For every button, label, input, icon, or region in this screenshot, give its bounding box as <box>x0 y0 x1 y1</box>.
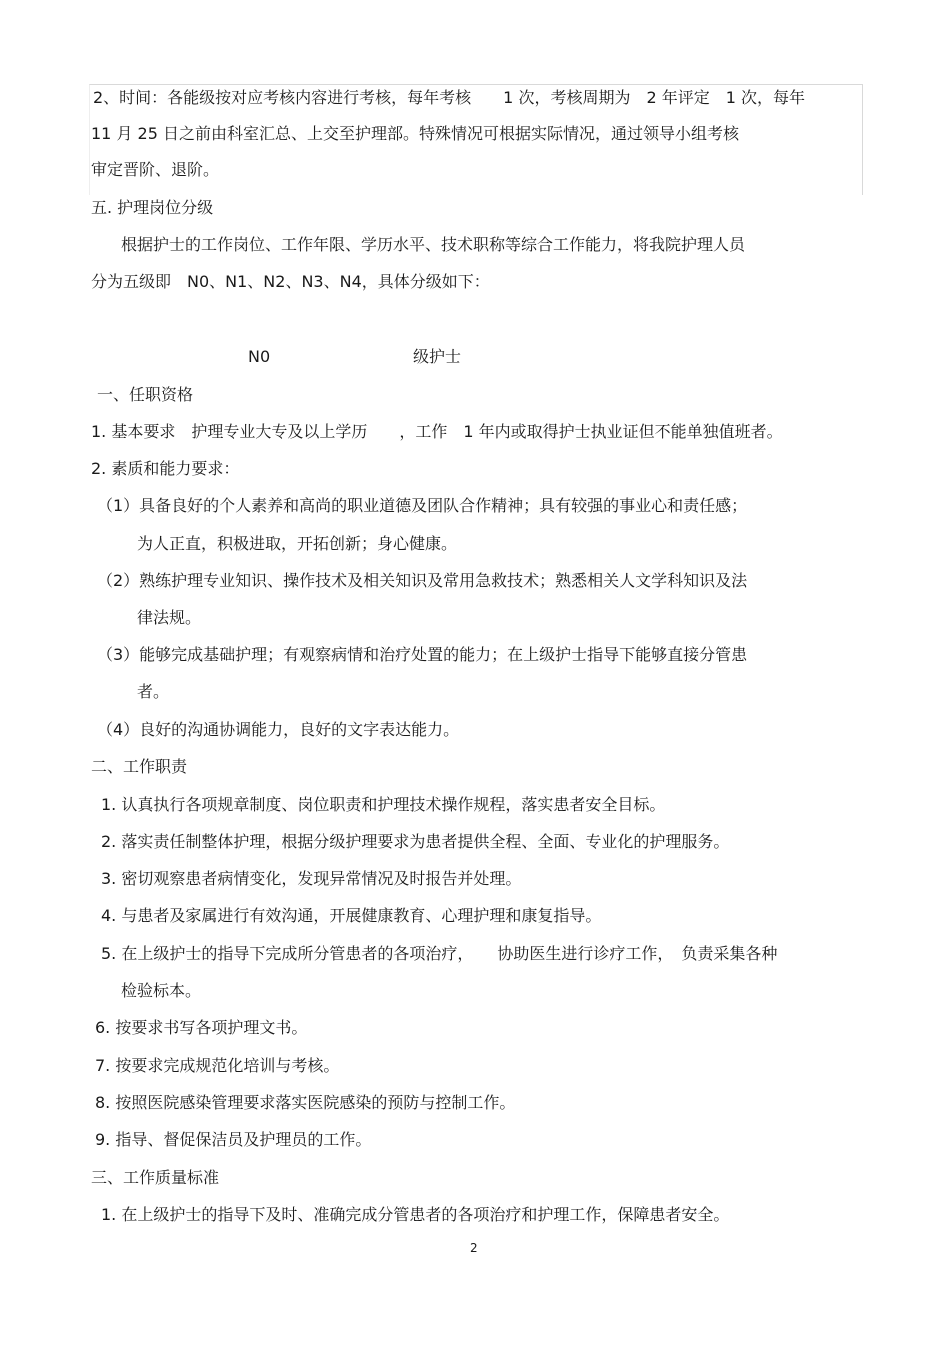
quality-item-2-line-1: （2）熟练护理专业知识、操作技术及相关知识及常用急救技术；熟悉相关人文学科知识及法 <box>97 571 748 590</box>
duty-item-5-line-1: 5. 在上级护士的指导下完成所分管患者的各项治疗， 协助医生进行诊疗工作， 负责采集各种 <box>101 944 778 963</box>
duty-item-4: 4. 与患者及家属进行有效沟通，开展健康教育、心理护理和康复指导。 <box>101 906 602 925</box>
page-number: 2 <box>470 1241 478 1255</box>
grading-paragraph-line-2: 分为五级即 N0、N1、N2、N3、N4，具体分级如下： <box>91 272 490 291</box>
time-line-1: 2、时间：各能级按对应考核内容进行考核，每年考核 1 次，考核周期为 2 年评定 1 次，每年 <box>93 88 805 107</box>
duties-heading: 二、工作职责 <box>91 757 188 776</box>
time-line-2: 11 月 25 日之前由科室汇总、上交至护理部。特殊情况可根据实际情况，通过领导小组考核 <box>91 124 739 143</box>
grading-paragraph-line-1: 根据护士的工作岗位、工作年限、学历水平、技术职称等综合工作能力，将我院护理人员 <box>121 235 746 254</box>
duty-item-1: 1. 认真执行各项规章制度、岗位职责和护理技术操作规程，落实患者安全目标。 <box>101 795 666 814</box>
quality-standard-heading: 三、工作质量标准 <box>91 1168 220 1187</box>
duty-item-6: 6. 按要求书写各项护理文书。 <box>95 1018 308 1037</box>
duty-item-7: 7. 按要求完成规范化培训与考核。 <box>95 1056 340 1075</box>
section-heading-grading: 五. 护理岗位分级 <box>91 198 214 217</box>
quality-heading: 2. 素质和能力要求： <box>91 459 240 478</box>
duty-item-9: 9. 指导、督促保洁员及护理员的工作。 <box>95 1130 372 1149</box>
quality-item-1-line-2: 为人正直，积极进取，开拓创新；身心健康。 <box>137 534 458 553</box>
quality-item-3-line-1: （3）能够完成基础护理；有观察病情和治疗处置的能力；在上级护士指导下能够直接分管患 <box>97 645 748 664</box>
time-line-3: 审定晋阶、退阶。 <box>91 160 220 179</box>
basic-requirement: 1. 基本要求 护理专业大专及以上学历 ，工作 1 年内或取得护士执业证但不能单独值班者。 <box>91 422 783 441</box>
quality-item-2-line-2: 律法规。 <box>137 608 202 627</box>
quality-standard-item-1: 1. 在上级护士的指导下及时、准确完成分管患者的各项治疗和护理工作，保障患者安全。 <box>101 1205 730 1224</box>
level-code: N0 <box>248 347 271 366</box>
level-title: 级护士 <box>413 347 462 366</box>
duty-item-8: 8. 按照医院感染管理要求落实医院感染的预防与控制工作。 <box>95 1093 516 1112</box>
duty-item-2: 2. 落实责任制整体护理，根据分级护理要求为患者提供全程、全面、专业化的护理服务。 <box>101 832 730 851</box>
quality-item-1-line-1: （1）具备良好的个人素养和高尚的职业道德及团队合作精神；具有较强的事业心和责任感； <box>97 496 748 515</box>
duty-item-3: 3. 密切观察患者病情变化，发现异常情况及时报告并处理。 <box>101 869 522 888</box>
qualification-heading: 一、任职资格 <box>97 385 194 404</box>
duty-item-5-line-2: 检验标本。 <box>121 981 202 1000</box>
quality-item-4: （4）良好的沟通协调能力，良好的文字表达能力。 <box>97 720 460 739</box>
quality-item-3-line-2: 者。 <box>137 682 170 701</box>
